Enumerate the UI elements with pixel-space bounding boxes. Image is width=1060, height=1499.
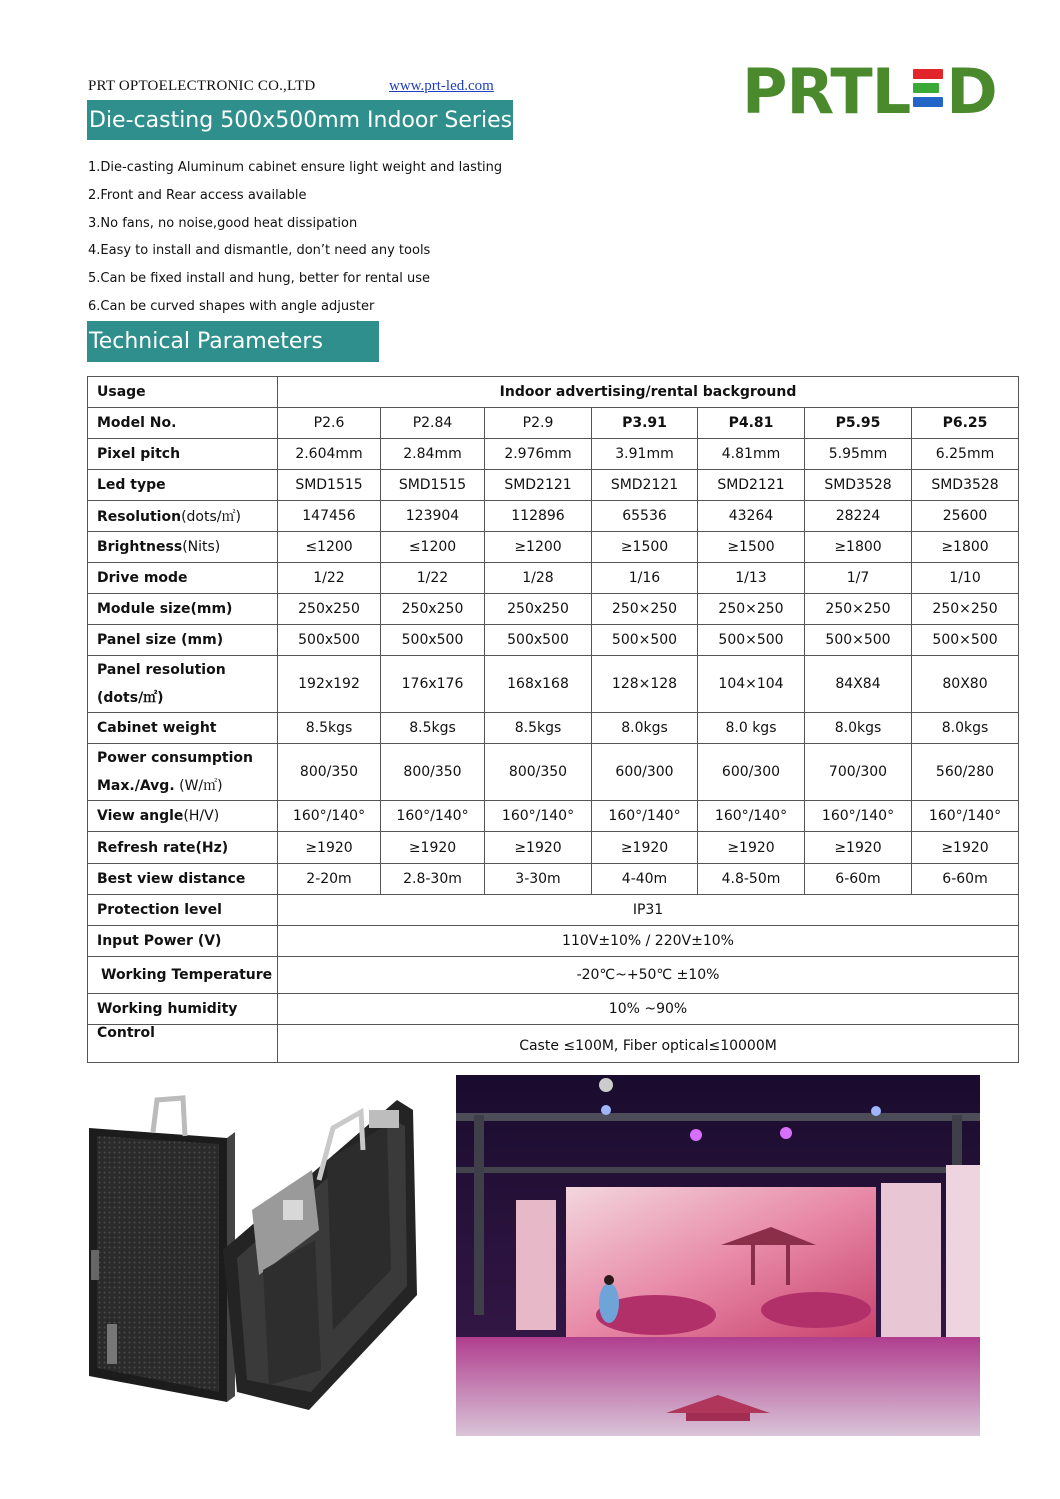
table-cell: 4.8-50m	[698, 864, 805, 895]
logo-e-mark-icon	[913, 69, 943, 115]
row-label-text: Pixel pitch	[97, 446, 181, 462]
table-row	[88, 713, 1019, 744]
row-label: Working Temperature	[88, 957, 278, 994]
table-cell: SMD2121	[592, 470, 698, 501]
merged-value: 110V±10% / 220V±10%	[278, 926, 1019, 957]
table-cell: 8.0kgs	[592, 713, 698, 744]
table-cell: P3.91	[592, 408, 698, 439]
table-cell: 1/28	[485, 563, 592, 594]
company-name: PRT OPTOELECTRONIC CO.,LTD	[88, 78, 316, 94]
row-label	[88, 801, 278, 832]
row-label-text: Panel resolution	[97, 662, 226, 678]
table-row	[88, 470, 1019, 501]
row-label-text: Resolution	[97, 509, 182, 525]
table-cell: 500×500	[698, 625, 805, 656]
table-cell: P2.6	[278, 408, 381, 439]
row-label-text: Refresh rate(Hz)	[97, 839, 229, 856]
table-cell: 2-20m	[278, 864, 381, 895]
table-cell: 160°/140°	[912, 801, 1019, 832]
row-label: Usage	[88, 377, 278, 408]
table-cell: ≥1920	[805, 832, 912, 864]
table-cell: P2.9	[485, 408, 592, 439]
feature-list	[88, 156, 502, 323]
row-label-text: Model No.	[97, 415, 177, 431]
row-label	[88, 470, 278, 501]
table-cell: 250x250	[381, 594, 485, 625]
table-row	[88, 501, 1019, 532]
row-label-text: Drive mode	[97, 570, 188, 586]
row-label	[88, 532, 278, 563]
row-label-text: Brightness	[97, 539, 183, 555]
row-label-unit: (H/V)	[183, 808, 220, 824]
row-label	[88, 408, 278, 439]
table-row	[88, 744, 1019, 801]
table-cell: 192x192	[278, 656, 381, 713]
table-cell: ≥1920	[592, 832, 698, 864]
feature-item: 3.No fans, no noise,good heat dissipation	[88, 215, 358, 231]
row-label-text: Led type	[97, 477, 166, 493]
table-cell: 160°/140°	[805, 801, 912, 832]
technical-parameters-banner: Technical Parameters	[87, 321, 379, 362]
table-cell: 250x250	[278, 594, 381, 625]
table-cell: ≥1800	[805, 532, 912, 563]
table-cell: 160°/140°	[381, 801, 485, 832]
table-cell: 2.8-30m	[381, 864, 485, 895]
table-cell: 5.95mm	[805, 439, 912, 470]
table-cell: SMD1515	[381, 470, 485, 501]
table-row	[88, 1025, 1019, 1063]
table-cell: 600/300	[592, 744, 698, 801]
table-cell: 160°/140°	[698, 801, 805, 832]
table-cell: 112896	[485, 501, 592, 532]
table-row	[88, 408, 1019, 439]
table-cell: 168x168	[485, 656, 592, 713]
table-cell: ≥1920	[912, 832, 1019, 864]
row-label: Working humidity	[88, 994, 278, 1025]
row-label: Protection level	[88, 895, 278, 926]
table-cell: P6.25	[912, 408, 1019, 439]
table-cell: ≤1200	[381, 532, 485, 563]
table-cell: SMD2121	[485, 470, 592, 501]
row-label-line2: Max./Avg.	[97, 778, 175, 794]
table-cell: 2.976mm	[485, 439, 592, 470]
table-cell: 250×250	[805, 594, 912, 625]
table-cell: 3-30m	[485, 864, 592, 895]
table-cell: ≥1920	[485, 832, 592, 864]
row-label	[88, 713, 278, 744]
row-label	[88, 501, 278, 532]
row-label: Control	[88, 1025, 278, 1063]
table-cell: 25600	[912, 501, 1019, 532]
table-cell: 6.25mm	[912, 439, 1019, 470]
table-cell: SMD2121	[698, 470, 805, 501]
row-label-text: View angle	[97, 808, 184, 824]
table-cell: P2.84	[381, 408, 485, 439]
table-cell: 250×250	[592, 594, 698, 625]
cabinet-product-image	[87, 1080, 417, 1420]
table-row	[88, 926, 1019, 957]
merged-value: 10% ~90%	[278, 994, 1019, 1025]
table-cell: 104×104	[698, 656, 805, 713]
table-cell: 6-60m	[805, 864, 912, 895]
logo-text-part1: PRTL	[742, 54, 911, 128]
table-row	[88, 832, 1019, 864]
table-cell: P4.81	[698, 408, 805, 439]
table-cell: ≥1500	[592, 532, 698, 563]
logo-text-part2: D	[946, 54, 997, 128]
table-row	[88, 895, 1019, 926]
table-cell: 123904	[381, 501, 485, 532]
table-cell: 500×500	[592, 625, 698, 656]
feature-item: 6.Can be curved shapes with angle adjuster	[88, 298, 375, 314]
feature-item: 5.Can be fixed install and hung, better for rental use	[88, 271, 430, 287]
table-row	[88, 625, 1019, 656]
row-label	[88, 625, 278, 656]
table-cell: 6-60m	[912, 864, 1019, 895]
table-cell: SMD3528	[805, 470, 912, 501]
table-cell: 700/300	[805, 744, 912, 801]
table-cell: P5.95	[805, 408, 912, 439]
row-label	[88, 832, 278, 864]
table-cell: 800/350	[381, 744, 485, 801]
table-row	[88, 594, 1019, 625]
table-row	[88, 563, 1019, 594]
series-title-banner: Die-casting 500x500mm Indoor Series	[87, 100, 513, 140]
table-cell: 500×500	[805, 625, 912, 656]
table-cell: ≥1200	[485, 532, 592, 563]
table-cell: 8.5kgs	[381, 713, 485, 744]
table-cell: ≥1500	[698, 532, 805, 563]
table-cell: 160°/140°	[278, 801, 381, 832]
table-cell: 4.81mm	[698, 439, 805, 470]
table-cell: 2.604mm	[278, 439, 381, 470]
table-row	[88, 532, 1019, 563]
table-cell: 500x500	[485, 625, 592, 656]
table-row	[88, 801, 1019, 832]
row-label-line2: (dots/㎡)	[97, 690, 164, 706]
table-cell: 128×128	[592, 656, 698, 713]
row-label	[88, 864, 278, 895]
feature-item: 1.Die-casting Aluminum cabinet ensure light weight and lasting	[88, 160, 503, 175]
row-label: Input Power (V)	[88, 926, 278, 957]
table-cell: 250x250	[485, 594, 592, 625]
row-label	[88, 439, 278, 470]
table-cell: ≤1200	[278, 532, 381, 563]
table-row	[88, 377, 1019, 408]
table-cell: 1/22	[278, 563, 381, 594]
stage-led-screen-photo	[456, 1075, 980, 1436]
feature-item: 2.Front and Rear access available	[88, 187, 307, 203]
row-label-text: Panel size (mm)	[97, 632, 224, 648]
merged-value: -20℃~+50℃ ±10%	[278, 957, 1019, 994]
row-label	[88, 594, 278, 625]
feature-item: 4.Easy to install and dismantle, don’t need any tools	[88, 243, 431, 259]
table-cell: 250×250	[698, 594, 805, 625]
table-cell: 28224	[805, 501, 912, 532]
website-link[interactable]: www.prt-led.com	[389, 78, 494, 94]
table-cell: 8.5kgs	[278, 713, 381, 744]
table-cell: 147456	[278, 501, 381, 532]
table-cell: 500x500	[381, 625, 485, 656]
table-cell: 1/10	[912, 563, 1019, 594]
table-row	[88, 439, 1019, 470]
usage-value: Indoor advertising/rental background	[278, 377, 1019, 408]
merged-value: Caste ≤100M, Fiber optical≤10000M	[278, 1025, 1019, 1063]
table-cell: 500x500	[278, 625, 381, 656]
table-cell: 1/7	[805, 563, 912, 594]
table-cell: 1/16	[592, 563, 698, 594]
table-cell: 160°/140°	[592, 801, 698, 832]
table-cell: 43264	[698, 501, 805, 532]
table-cell: 8.0kgs	[805, 713, 912, 744]
table-cell: 80X80	[912, 656, 1019, 713]
table-cell: 4-40m	[592, 864, 698, 895]
row-label-text: Cabinet weight	[97, 720, 217, 736]
table-cell: 65536	[592, 501, 698, 532]
table-cell: 160°/140°	[485, 801, 592, 832]
table-cell: 2.84mm	[381, 439, 485, 470]
row-label-unit: (Nits)	[182, 539, 221, 555]
table-row	[88, 864, 1019, 895]
table-cell: 500×500	[912, 625, 1019, 656]
table-cell: 8.0kgs	[912, 713, 1019, 744]
table-row	[88, 656, 1019, 713]
row-label-text: Module size(mm)	[97, 601, 233, 617]
table-cell: ≥1800	[912, 532, 1019, 563]
row-label-unit: (dots/㎡)	[181, 509, 241, 525]
table-cell: 8.0 kgs	[698, 713, 805, 744]
merged-value: IP31	[278, 895, 1019, 926]
row-label-unit: (W/㎡)	[174, 778, 223, 794]
table-cell: ≥1920	[278, 832, 381, 864]
table-row	[88, 994, 1019, 1025]
table-cell: 8.5kgs	[485, 713, 592, 744]
table-cell: 1/13	[698, 563, 805, 594]
table-cell: SMD3528	[912, 470, 1019, 501]
table-row	[88, 957, 1019, 994]
table-cell: 800/350	[278, 744, 381, 801]
table-cell: 800/350	[485, 744, 592, 801]
table-cell: 176x176	[381, 656, 485, 713]
row-label	[88, 744, 278, 801]
table-cell: 600/300	[698, 744, 805, 801]
row-label-text: Best view distance	[97, 871, 246, 887]
table-cell: 560/280	[912, 744, 1019, 801]
row-label-text: Power consumption	[97, 750, 253, 766]
table-cell: 1/22	[381, 563, 485, 594]
table-cell: 250×250	[912, 594, 1019, 625]
table-cell: 84X84	[805, 656, 912, 713]
table-cell: SMD1515	[278, 470, 381, 501]
table-cell: ≥1920	[381, 832, 485, 864]
technical-parameters-table	[87, 376, 1019, 1063]
table-cell: 3.91mm	[592, 439, 698, 470]
brand-logo	[742, 56, 997, 126]
table-cell: ≥1920	[698, 832, 805, 864]
row-label	[88, 563, 278, 594]
row-label	[88, 656, 278, 713]
